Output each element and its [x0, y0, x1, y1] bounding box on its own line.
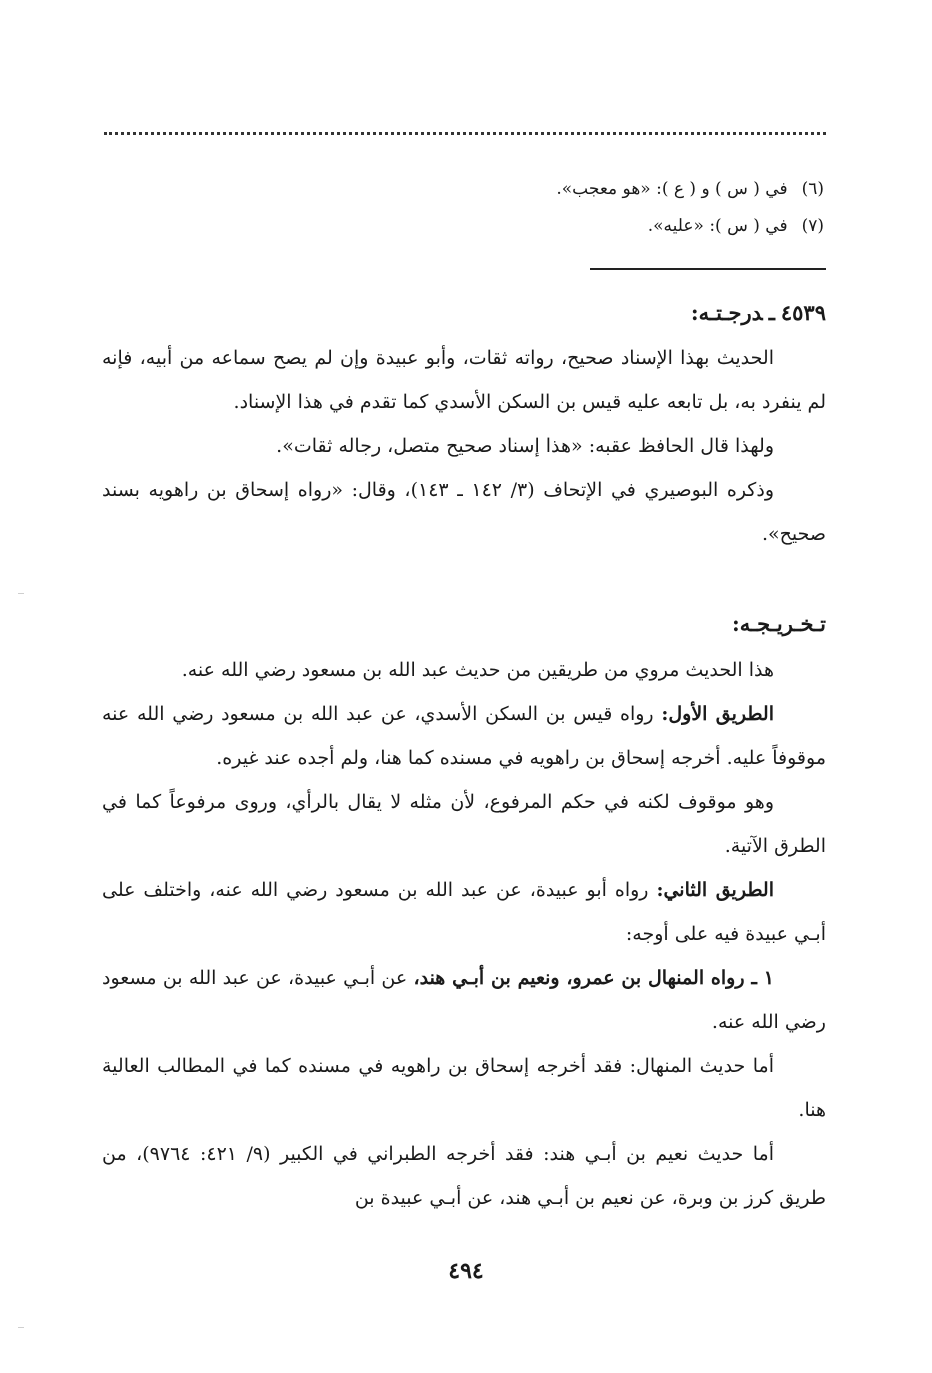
paragraph: الحديث بهذا الإسناد صحيح، رواته ثقات، وأبو عبيدة وإن لم يصح سماعه من أبيه، فإنه لم ينفرد به، بل تابعه عليه قيس بن السكن الأسدي كما تقدم في هذا الإسناد.: [102, 347, 826, 413]
paragraph: أما حديث المنهال: فقد أخرجه إسحاق بن راهويه في مسنده كما في المطالب العالية هنا.: [102, 1055, 826, 1121]
paragraph: [102, 692, 826, 780]
section-number: ٤٥٣٩: [780, 300, 826, 325]
paragraph: وهو موقوف لكنه في حكم المرفوع، لأن مثله لا يقال بالرأي، وروى مرفوعاً كما في الطرق الآتية.: [102, 791, 826, 857]
route-text: رواه قيس بن السكن الأسدي، عن عبد الله بن مسعود رضي الله عنه موقوفاً عليه. أخرجه إسحاق بن راهويه في مسنده كما هنا، ولم أجده عند غيره.: [102, 703, 826, 769]
paragraph: [102, 956, 826, 1044]
margin-mark: [18, 593, 24, 594]
paragraph: هذا الحديث مروي من طريقين من حديث عبد الله بن مسعود رضي الله عنه.: [181, 659, 774, 681]
route-label: الطريق الثاني:: [656, 879, 774, 901]
page-number: ٤٩٤: [448, 1258, 484, 1284]
takhrij-body: [102, 648, 826, 1220]
footnote-7: [104, 215, 824, 237]
paragraph: [102, 868, 826, 956]
footnote-text: في ( س ): «عليه».: [647, 216, 788, 236]
takhrij-heading: تـخـريـجـه:: [731, 611, 826, 636]
route-text: رواه أبو عبيدة، عن عبد الله بن مسعود رضي الله عنه، واختلف على أبـي عبيدة فيه على أوجه:: [102, 879, 826, 945]
grading-body: [102, 336, 826, 556]
paragraph: ولهذا قال الحافظ عقبه: «هذا إسناد صحيح متصل، رجاله ثقات».: [276, 435, 774, 457]
footnote-rule: [590, 268, 826, 270]
footnote-number: (٧): [801, 216, 824, 236]
margin-mark: [18, 1327, 24, 1328]
section-heading: [691, 299, 826, 327]
paragraph: وذكره البوصيري في الإتحاف (٣/ ١٤٢ ـ ١٤٣)، وقال: «رواه إسحاق بن راهويه بسند صحيح».: [102, 479, 826, 545]
paragraph: أما حديث نعيم بن أبـي هند: فقد أخرجه الطبراني في الكبير (٩/ ٤٢١: ٩٧٦٤)، من طريق كرز بن وبرة، عن نعيم بن أبـي هند، عن أبـي عبيدة بن: [102, 1143, 826, 1209]
footnote-text: في ( س ) و ( ع ): «هو معجب».: [556, 179, 788, 199]
chain-text: عن أبـي عبيدة، عن عبد الله بن مسعود رضي الله عنه.: [102, 967, 826, 1033]
route-label: الطريق الأول:: [661, 703, 774, 725]
section-title: درجـتـه:: [690, 300, 763, 325]
footnote-6: [104, 178, 824, 200]
section-dash: ـ: [768, 300, 775, 325]
dotted-separator: [104, 132, 826, 135]
footnote-number: (٦): [801, 179, 824, 199]
chain-label: ١ ـ رواه المنهال بن عمرو، ونعيم بن أبـي هند،: [413, 967, 774, 989]
